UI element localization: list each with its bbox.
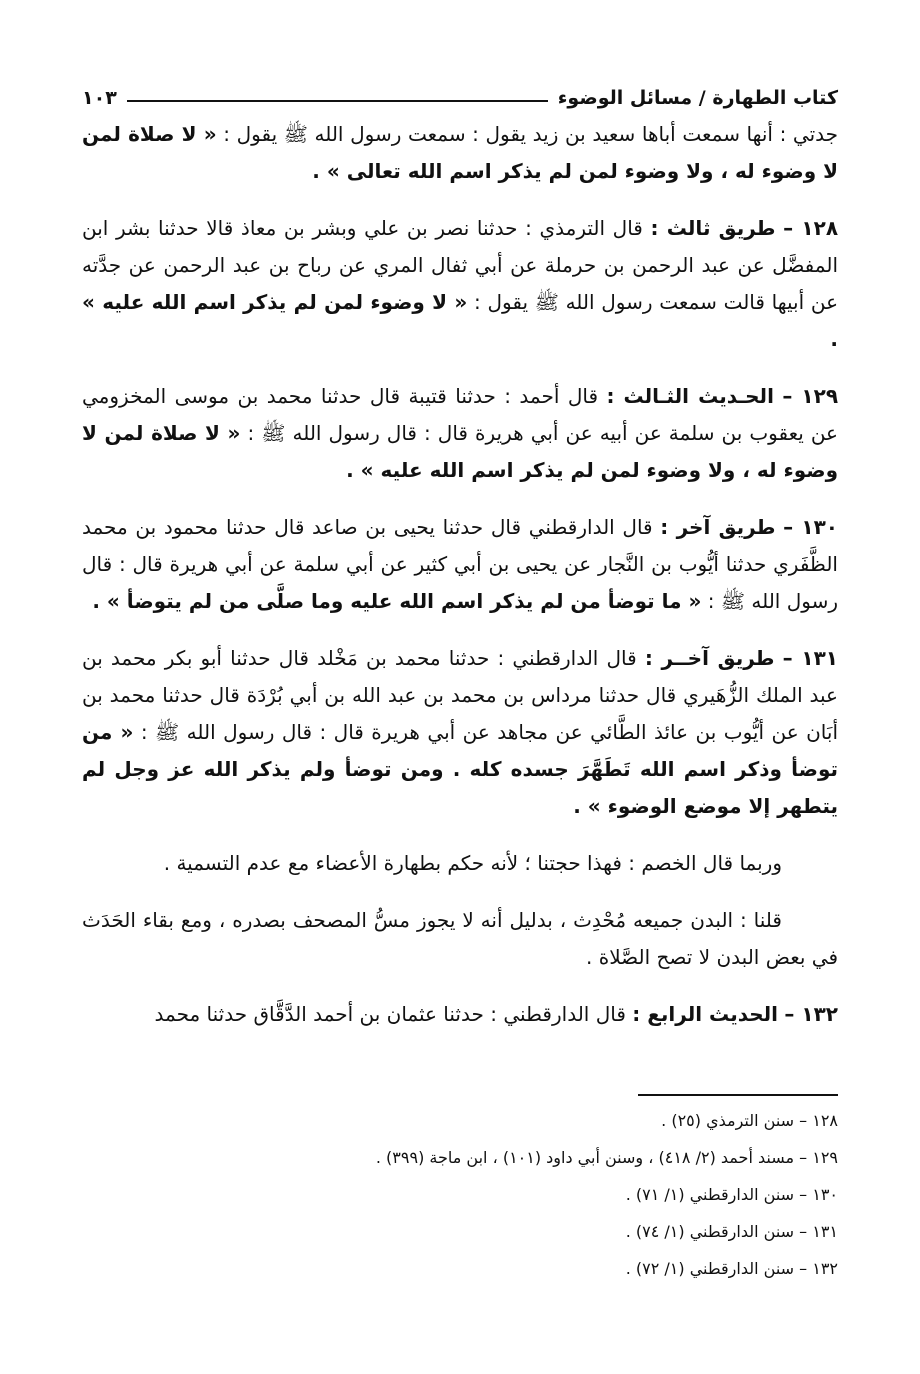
hadith-quote: « لا وضوء لمن لم يذكر اسم الله عليه » . xyxy=(82,290,838,351)
hadith-quote: « لا صلاة لمن لا وضوء له ، ولا وضوء لمن لم يذكر اسم الله عليه » . xyxy=(82,421,838,482)
paragraph-text: قال الدارقطني : حدثنا عثمان بن أحمد الدَّقَّاق حدثنا محمد xyxy=(154,1002,626,1026)
book-page xyxy=(82,78,838,1334)
chain-label: طريق آخــر : xyxy=(644,646,775,670)
chain-label: طريق آخر : xyxy=(660,515,776,539)
footnote: ١٣٠ – سنن الدارقطني (١/ ٧١) . xyxy=(625,1185,838,1204)
paragraph xyxy=(82,210,838,358)
footnote-rule xyxy=(638,1094,838,1096)
paragraph xyxy=(82,996,838,1033)
footnotes xyxy=(82,1102,838,1287)
paragraph-text: قال الدارقطني قال حدثنا يحيى بن صاعد قال حدثنا محمود بن محمد الظَّفَري حدثنا أيُّوب بن النَّجار عن يحيى بن أبي كثير عن أبي سلمة عن أبي هريرة قال : قال رسول الله ﷺ : xyxy=(82,515,838,613)
header-title: كتاب الطهارة / مسائل الوضوء xyxy=(557,87,838,109)
hadith-quote: « لا صلاة لمن لا وضوء له ، ولا وضوء لمن لم يذكر اسم الله تعالى » . xyxy=(82,122,838,183)
hadith-number: ١٣٢ – xyxy=(784,1002,838,1026)
chain-label: الحديث الرابع : xyxy=(632,1002,779,1026)
paragraph-text: قلنا : البدن جميعه مُحْدِث ، بدليل أنه لا يجوز مسُّ المصحف بصدره ، ومع بقاء الحَدَث في بعض البدن لا تصح الصَّلاة . xyxy=(82,908,838,969)
hadith-number: ١٣٠ – xyxy=(783,515,839,539)
chain-label: طريق ثالث : xyxy=(650,216,776,240)
paragraph xyxy=(82,116,838,190)
paragraph-text: قال الترمذي : حدثنا نصر بن علي وبشر بن معاذ قالا حدثنا بشر ابن المفضَّل عن عبد الرحمن بن حرملة عن أبي ثفال المري عن رباح بن عبد الرحمن عن جدَّته عن أبيها قالت سمعت رسول الله ﷺ يقول : xyxy=(82,216,839,314)
paragraph-text: جدتي : أنها سمعت أباها سعيد بن زيد يقول : سمعت رسول الله ﷺ يقول : xyxy=(223,122,839,146)
paragraph-text: وربما قال الخصم : فهذا حجتنا ؛ لأنه حكم بطهارة الأعضاء مع عدم التسمية . xyxy=(163,851,782,875)
paragraph-text: قال الدارقطني : حدثنا محمد بن مَخْلد قال حدثنا أبو بكر محمد بن عبد الملك الزُّهَيري قال حدثنا مرداس بن محمد بن عبد الله بن أبي بُرْدَة قال حدثنا محمد بن أبَان عن أيُّوب بن عائذ الطَّائي عن مجاهد عن أبي هريرة قال : قال رسول الله ﷺ : xyxy=(82,646,839,744)
paragraph xyxy=(82,902,838,976)
paragraph xyxy=(82,378,838,489)
footnote: ١٣٢ – سنن الدارقطني (١/ ٧٢) . xyxy=(625,1259,838,1278)
footnote: ١٢٩ – مسند أحمد (٢/ ٤١٨) ، وسنن أبي داود (١٠١) ، ابن ماجة (٣٩٩) . xyxy=(375,1148,838,1167)
footnote: ١٣١ – سنن الدارقطني (١/ ٧٤) . xyxy=(625,1222,838,1241)
hadith-number: ١٣١ – xyxy=(782,646,839,670)
paragraph xyxy=(82,845,838,882)
header-rule xyxy=(127,100,548,102)
hadith-number: ١٢٩ – xyxy=(782,384,839,408)
hadith-quote: « ما توضأ من لم يذكر اسم الله عليه وما صلَّى من لم يتوضأ » . xyxy=(92,589,702,613)
main-text xyxy=(82,116,838,1033)
footnote: ١٢٨ – سنن الترمذي (٢٥) . xyxy=(661,1111,838,1130)
paragraph xyxy=(82,640,838,825)
hadith-quote: « من توضأ وذكر اسم الله تَطَهَّرَ جسده كله . ومن توضأ ولم يذكر الله عز وجل لم يتطهر إلا موضع الوضوء » . xyxy=(82,720,838,818)
paragraph xyxy=(82,509,838,620)
chain-label: الحـديث الثـالث : xyxy=(606,384,774,408)
paragraph-text: قال أحمد : حدثنا قتيبة قال حدثنا محمد بن موسى المخزومي عن يعقوب بن سلمة عن أبيه عن أبي هريرة قال : قال رسول الله ﷺ : xyxy=(82,384,838,445)
page-number: ١٠٣ xyxy=(82,87,117,109)
running-header xyxy=(82,78,838,118)
hadith-number: ١٢٨ – xyxy=(783,216,839,240)
